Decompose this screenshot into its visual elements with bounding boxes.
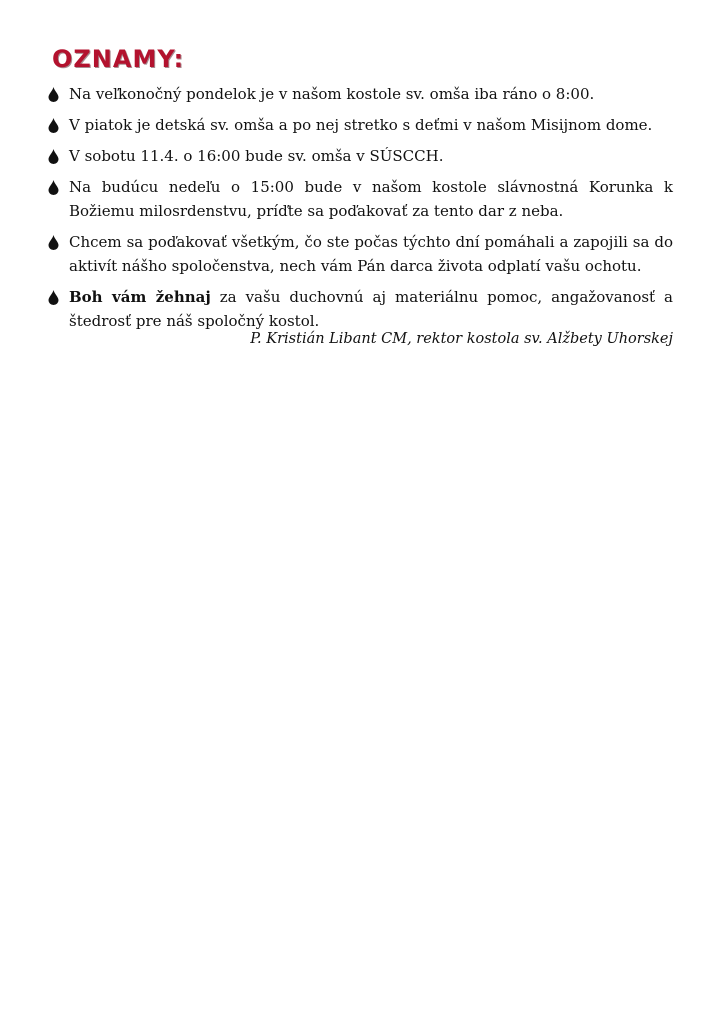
signature: P. Kristián Libant CM, rektor kostola sv. Alžbety Uhorskej [250,331,673,347]
drop-icon [48,180,59,195]
list-item [47,144,673,168]
list-item [47,175,673,223]
list-item [47,230,673,278]
drop-icon [48,87,59,102]
announcement-text: Na veľkonočný pondelok je v našom kostole sv. omša iba ráno o 8:00. [69,85,595,103]
drop-icon [48,118,59,133]
announcement-text: V piatok je detská sv. omša a po nej stretko s deťmi v našom Misijnom dome. [69,116,653,134]
announcement-text: V sobotu 11.4. o 16:00 bude sv. omša v SÚSCCH. [69,147,444,165]
list-item [47,113,673,137]
announcement-text: Na budúcu nedeľu o 15:00 bude v našom kostole slávnostná Korunka k Božiemu milosrdenstvu, príďte sa poďakovať za tento dar z neba. [69,178,673,220]
list-item [47,82,673,106]
list-item [47,285,673,333]
drop-icon [48,235,59,250]
page-title: OZNAMY: [52,45,185,73]
announcement-text: za vašu duchovnú aj materiálnu pomoc, angažovanosť a štedrosť pre náš spoločný kostol. [69,288,673,330]
blessing-emphasis: Boh vám žehnaj [69,288,211,306]
announcement-list [47,82,673,340]
drop-icon [48,149,59,164]
drop-icon [48,290,59,305]
announcement-text: Chcem sa poďakovať všetkým, čo ste počas týchto dní pomáhali a zapojili sa do aktivít nášho spoločenstva, nech vám Pán darca života odplatí vašu ochotu. [69,233,673,275]
